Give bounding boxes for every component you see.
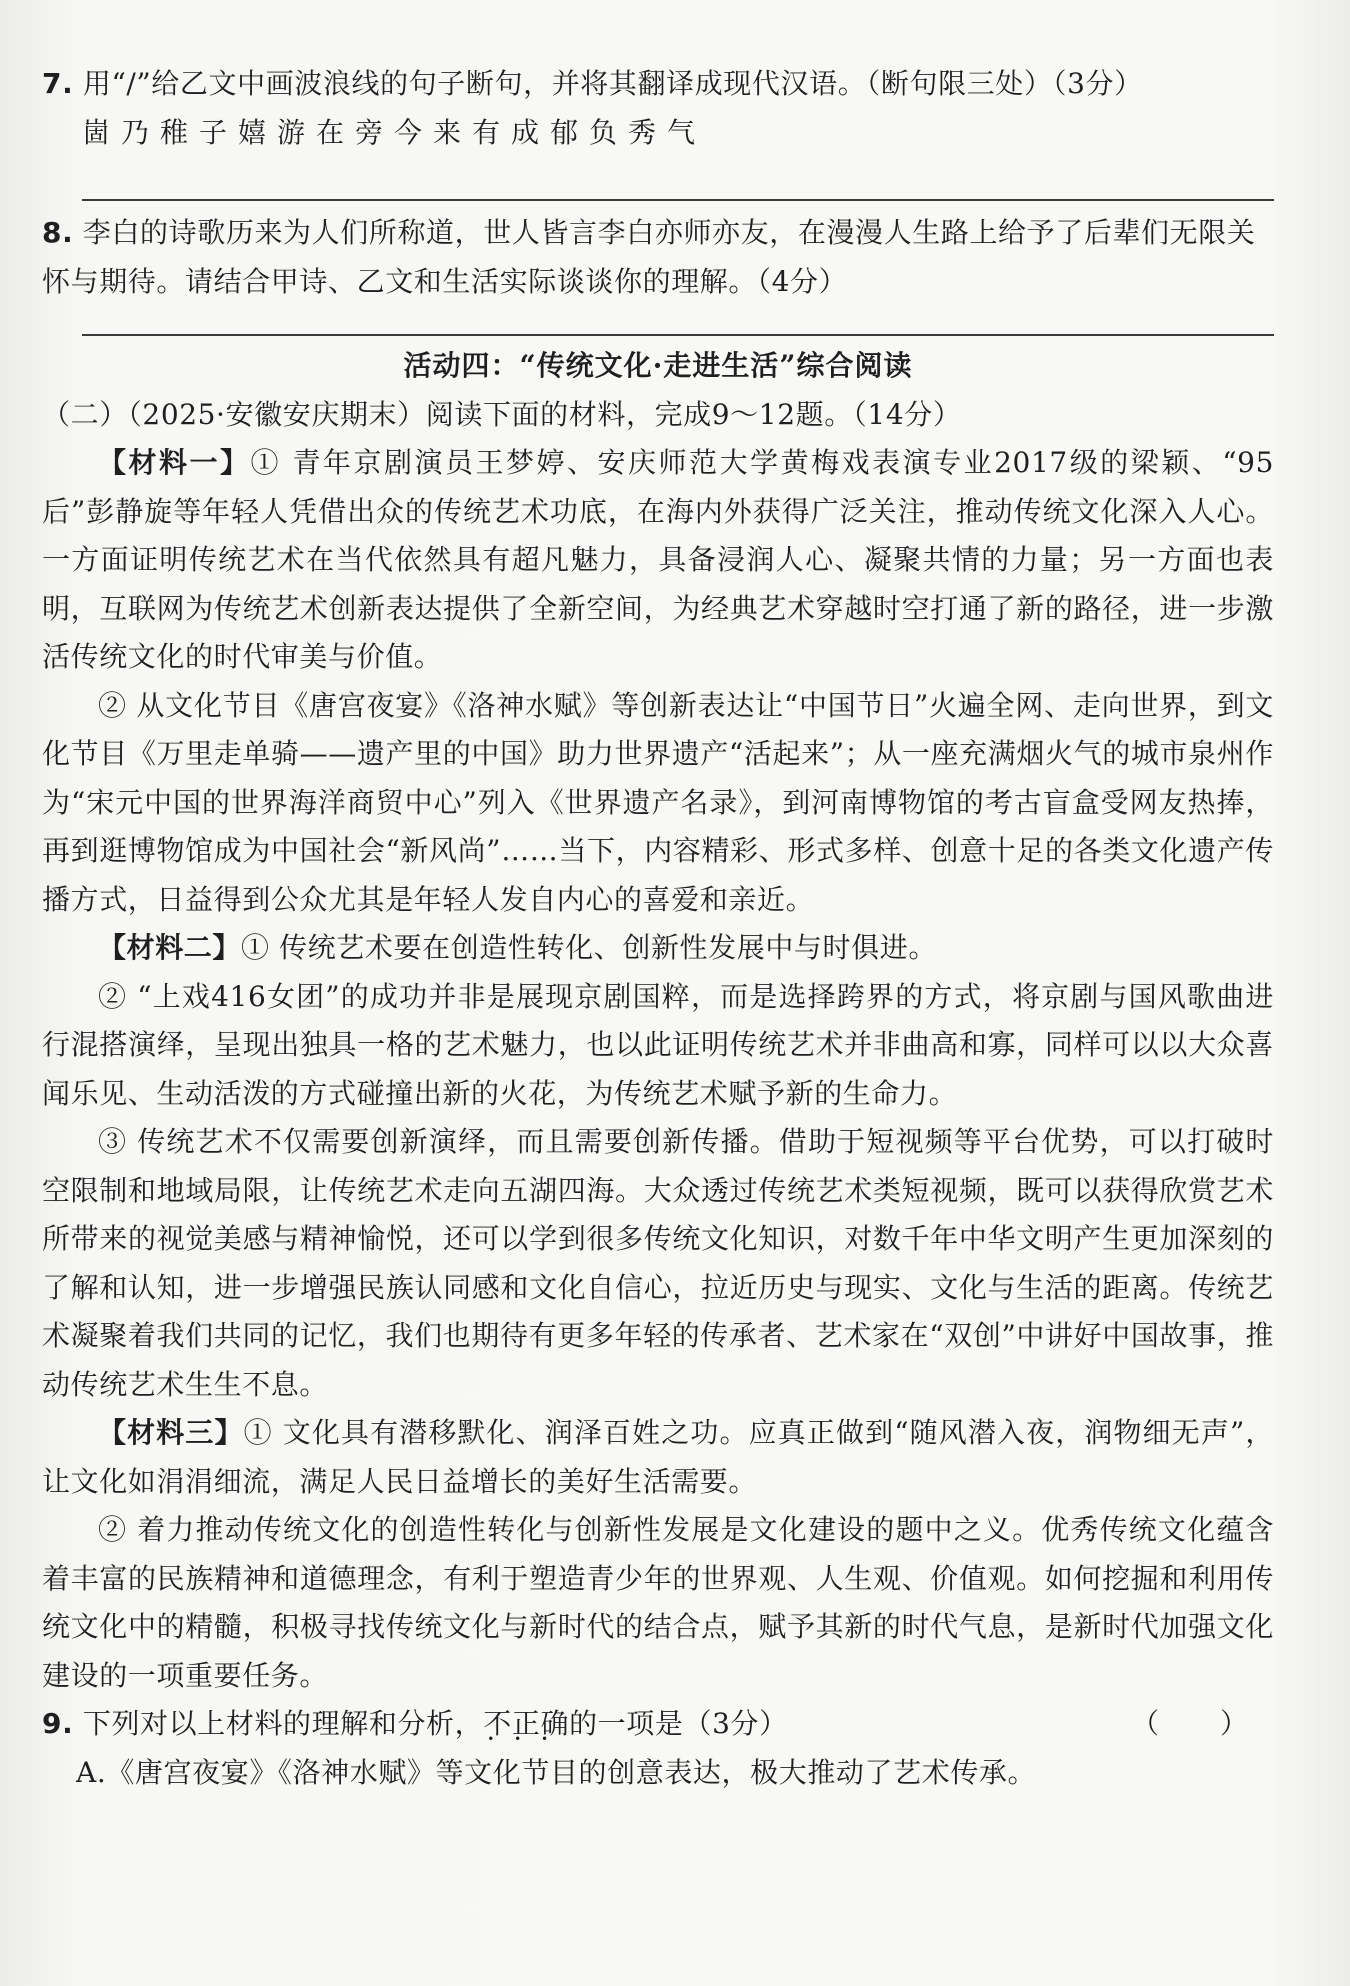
material-label: 【材料一】 (98, 446, 251, 479)
question-7 (42, 60, 1274, 109)
question-8 (42, 209, 1274, 306)
question-number: 9. (42, 1707, 74, 1740)
emphasis-dots: 不正确 • • • (483, 1707, 569, 1740)
answer-line[interactable] (82, 334, 1274, 336)
section-intro: （二）（2025·安徽安庆期末）阅读下面的材料，完成9～12题。（14分） (42, 397, 962, 431)
question-number: 7. (42, 67, 74, 100)
material-2-paragraph-2: ② “上戏416女团”的成功并非是展现京剧国粹，而是选择跨界的方式，将京剧与国风歌曲进行混搭演绎，呈现出独具一格的艺术魅力，也以此证明传统艺术并非曲高和寡，同样可以以大众喜闻乐见、生动活泼的方式碰撞出新的火花，为传统艺术赋予新的生命力。 (42, 979, 1274, 1110)
answer-bracket[interactable]: （ ） (1131, 1707, 1274, 1740)
question-text: 李白的诗歌历来为人们所称道，世人皆言李白亦师亦友，在漫漫人生路上给予了后辈们无限关怀与期待。请结合甲诗、乙文和生活实际谈谈你的理解。（4分） (42, 216, 1256, 298)
material-label: 【材料三】 (98, 1416, 244, 1449)
question-9: 9. 下列对以上材料的理解和分析，不正确 • • •的一项是（3分） （ ） (42, 1700, 1274, 1749)
material-2-paragraph-1: 【材料二】① 传统艺术要在创造性转化、创新性发展中与时俱进。 (98, 931, 937, 964)
option-a: A.《唐宫夜宴》《洛神水赋》等文化节目的创意表达，极大推动了艺术传承。 (76, 1755, 1037, 1789)
material-3-paragraph-1: 【材料三】① 文化具有潜移默化、润泽百姓之功。应真正做到“随风潜入夜，润物细无声”，让文化如涓涓细流，满足人民日益增长的美好生活需要。 (42, 1416, 1274, 1498)
question-number: 8. (42, 216, 74, 249)
material-3-paragraph-2: ② 着力推动传统文化的创造性转化与创新性发展是文化建设的题中之义。优秀传统文化蕴含着丰富的民族精神和道德理念，有利于塑造青少年的世界观、人生观、价值观。如何挖掘和利用传统文化中的精髓，积极寻找传统文化与新时代的结合点，赋予其新的时代气息，是新时代加强文化建设的一项重要任务。 (42, 1513, 1274, 1692)
page-content (42, 60, 1274, 1797)
classical-sentence: 崮乃稚子嬉游在旁今来有成郁负秀气 (82, 115, 707, 149)
material-2-paragraph-3: ③ 传统艺术不仅需要创新演绎，而且需要创新传播。借助于短视频等平台优势，可以打破时空限制和地域局限，让传统艺术走向五湖四海。大众透过传统艺术类短视频，既可以获得欣赏艺术所带来的视觉美感与精神愉悦，还可以学到很多传统文化知识，对数千年中华文明产生更加深刻的了解和认知，进一步增强民族认同感和文化自信心，拉近历史与现实、文化与生活的距离。传统艺术凝聚着我们共同的记忆，我们也期待有更多年轻的传承者、艺术家在“双创”中讲好中国故事，推动传统艺术生生不息。 (42, 1125, 1274, 1401)
material-1-paragraph-1: 【材料一】① 青年京剧演员王梦婷、安庆师范大学黄梅戏表演专业2017级的梁颖、“95后”彭静旋等年轻人凭借出众的传统艺术功底，在海内外获得广泛关注，推动传统文化深入人心。一方面证明传统艺术在当代依然具有超凡魅力，具备浸润人心、凝聚共情的力量；另一方面也表明，互联网为传统艺术创新表达提供了全新空间，为经典艺术穿越时空打通了新的路径，进一步激活传统文化的时代审美与价值。 (42, 446, 1274, 673)
answer-line[interactable] (82, 199, 1274, 201)
material-label: 【材料二】 (98, 931, 242, 964)
question-text: 用“/”给乙文中画波浪线的句子断句，并将其翻译成现代汉语。（断句限三处）（3分） (82, 67, 1143, 100)
activity-title: 活动四：“传统文化·走进生活”综合阅读 (403, 349, 913, 382)
material-1-paragraph-2: ② 从文化节目《唐宫夜宴》《洛神水赋》等创新表达让“中国节日”火遍全网、走向世界，到文化节目《万里走单骑——遗产里的中国》助力世界遗产“活起来”；从一座充满烟火气的城市泉州作为“宋元中国的世界海洋商贸中心”列入《世界遗产名录》，到河南博物馆的考古盲盒受网友热捧，再到逛博物馆成为中国社会“新风尚”……当下，内容精彩、形式多样、创意十足的各类文化遗产传播方式，日益得到公众尤其是年轻人发自内心的喜爱和亲近。 (42, 688, 1274, 916)
